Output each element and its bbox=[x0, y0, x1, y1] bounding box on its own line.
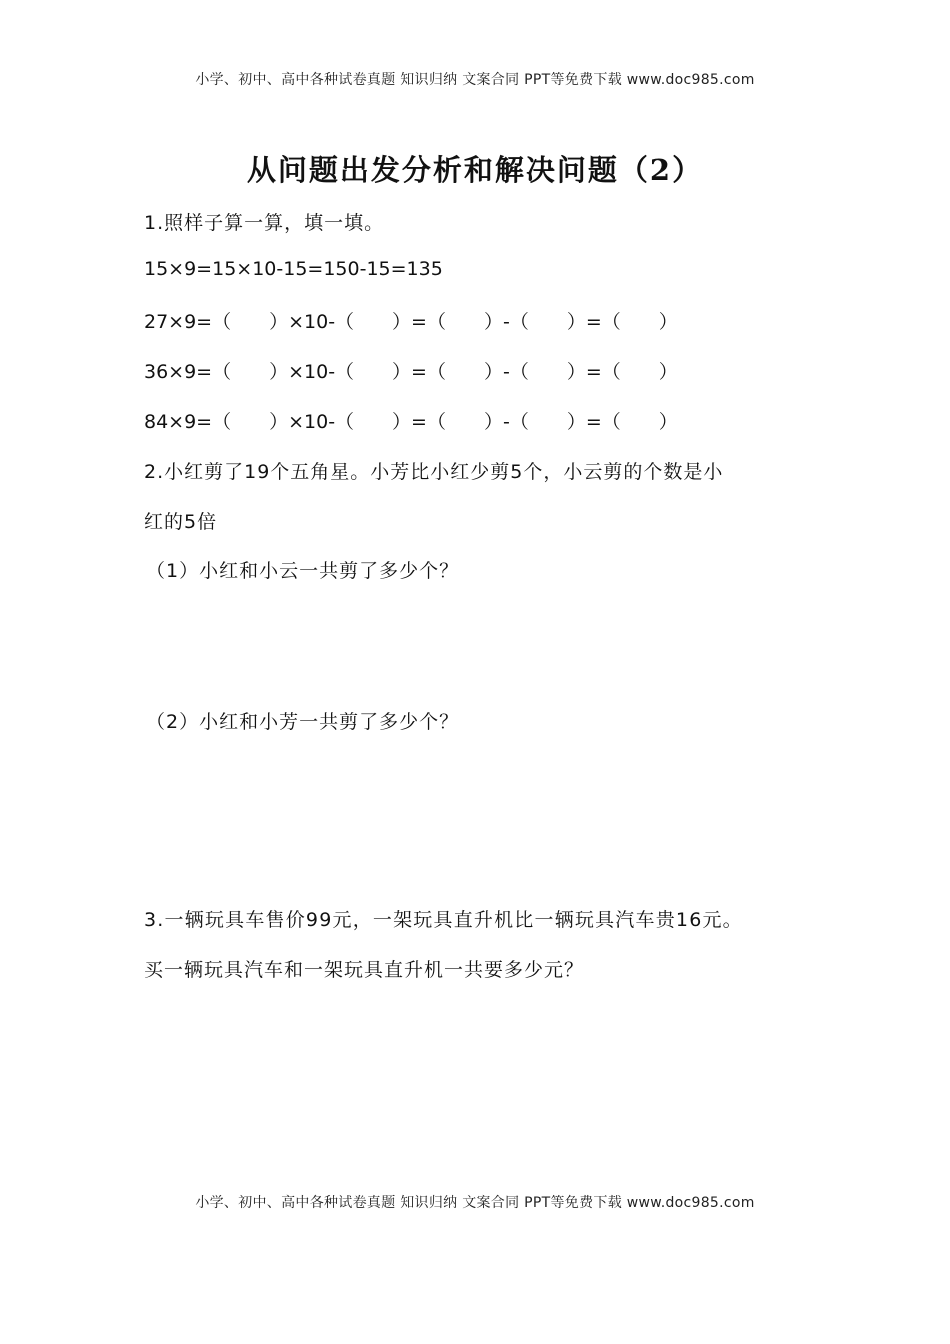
question-1-prompt: 1.照样子算一算，填一填。 bbox=[144, 212, 385, 234]
question-2-text-line-2: 红的5倍 bbox=[144, 511, 218, 533]
question-1-row-36: 36×9=（ ）×10-（ ）=（ ）-（ ）=（ ） bbox=[144, 361, 678, 383]
question-2-part-2: （2）小红和小芳一共剪了多少个？ bbox=[146, 711, 460, 733]
question-2-text-line-1: 2.小红剪了19个五角星。小芳比小红少剪5个，小云剪的个数是小 bbox=[144, 461, 724, 483]
page-footer: 小学、初中、高中各种试卷真题 知识归纳 文案合同 PPT等免费下载 www.doc985.com bbox=[195, 1195, 755, 1211]
question-1-row-84: 84×9=（ ）×10-（ ）=（ ）-（ ）=（ ） bbox=[144, 411, 678, 433]
question-1-example: 15×9=15×10-15=150-15=135 bbox=[144, 258, 443, 280]
question-1-row-27: 27×9=（ ）×10-（ ）=（ ）-（ ）=（ ） bbox=[144, 311, 678, 333]
question-3-text-line-2: 买一辆玩具汽车和一架玩具直升机一共要多少元？ bbox=[144, 959, 585, 981]
page-header: 小学、初中、高中各种试卷真题 知识归纳 文案合同 PPT等免费下载 www.doc985.com bbox=[195, 72, 755, 88]
worksheet-title: 从问题出发分析和解决问题（2） bbox=[246, 153, 704, 187]
question-3-text-line-1: 3.一辆玩具车售价99元，一架玩具直升机比一辆玩具汽车贵16元。 bbox=[144, 909, 743, 931]
question-2-part-1: （1）小红和小云一共剪了多少个？ bbox=[146, 560, 460, 582]
